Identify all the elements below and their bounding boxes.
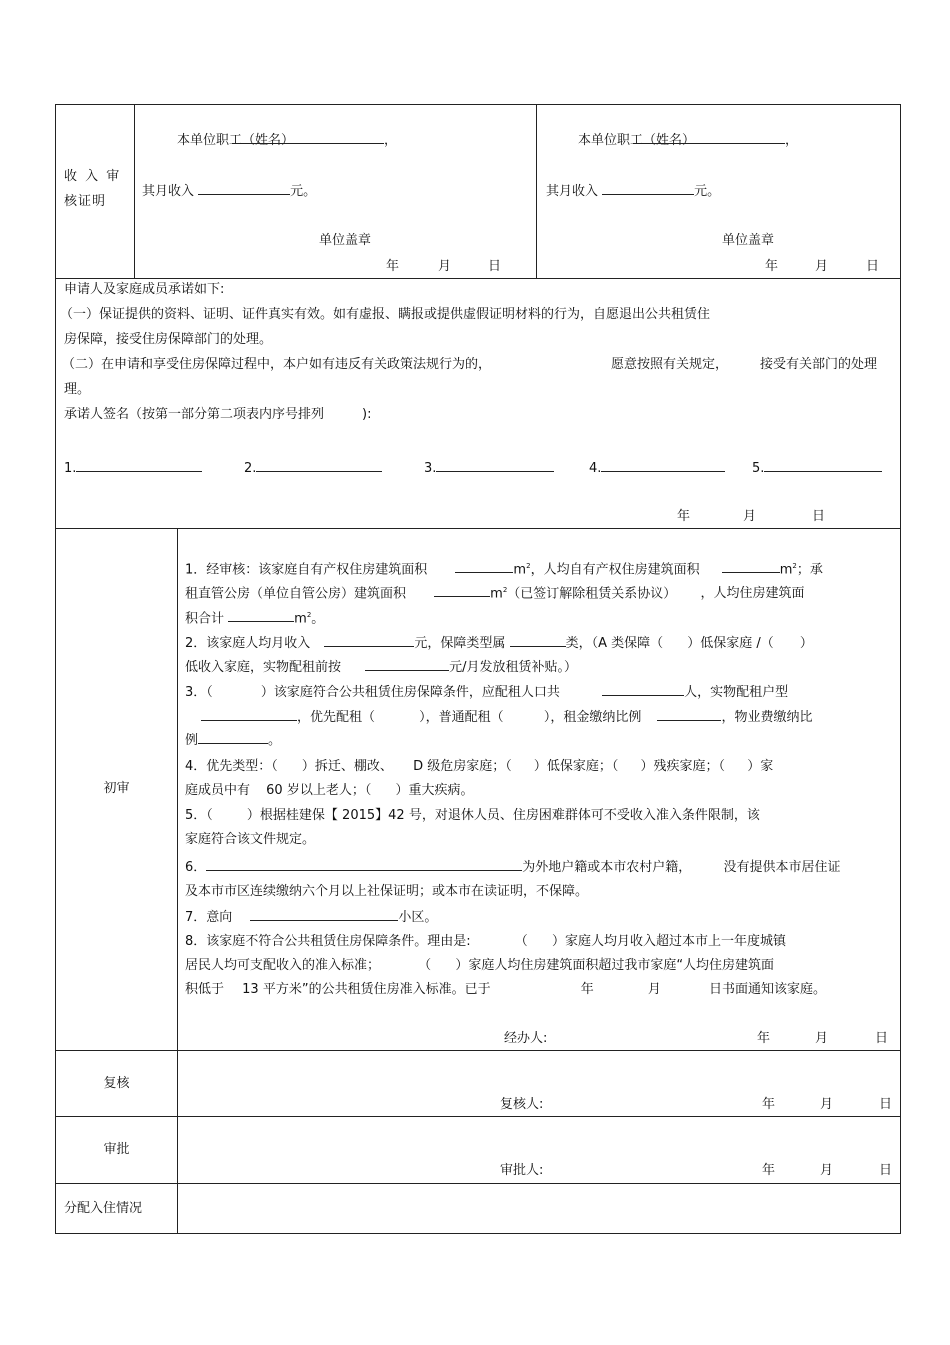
signer-3: 3. [424, 459, 554, 478]
item-8-line2: 居民人均可支配收入的准入标准； （ ）家庭人均住房建筑面积超过我市家庭“人均住房建筑面 [185, 958, 775, 973]
item-4-line2: 庭成员中有 60 岁以上老人；（ ）重大疾病。 [185, 783, 474, 798]
review-day: 日 [879, 1097, 893, 1112]
income-mid-divider [536, 104, 537, 278]
name-blank[interactable] [633, 131, 785, 144]
item-5-line1: 5．（ ）根据桂建保【 2015】42 号，对退休人员、住房困难群体可不受收入准入条件限制，该 [185, 808, 760, 823]
signature-blank[interactable] [601, 459, 725, 472]
community-blank[interactable] [250, 908, 398, 921]
promise-day: 日 [812, 509, 826, 524]
signer-4: 4. [589, 459, 725, 478]
promise-2-line1c: 接受有关部门的处理 [760, 357, 878, 372]
row-divider-review [55, 1116, 901, 1117]
review-label: 复核 [103, 1076, 130, 1091]
own-area-blank[interactable] [455, 560, 513, 573]
review-year: 年 [762, 1097, 776, 1112]
item-2-line2: 低收入家庭，实物配租前按 元/月发放租赁补贴。） [185, 660, 578, 675]
item-4-line1: 4．优先类型：（ ）拆迁、棚改、 D 级危房家庭；（ ）低保家庭；（ ）残疾家庭；（ ）家 [185, 759, 774, 774]
income-left-employee: 本单位职工（姓名） ， [177, 133, 398, 148]
promise-1-line1: （一）保证提供的资料、证明、证件真实有效。如有虚报、瞒报或提供虚假证明材料的行为，自愿退出公共租赁住 [60, 307, 711, 322]
registry-blank[interactable] [206, 858, 522, 871]
table-border-right [900, 104, 901, 1233]
handler-label: 经办人: [504, 1031, 548, 1046]
approve-label: 审批 [103, 1142, 130, 1157]
income-right-year: 年 [765, 259, 779, 274]
promise-year: 年 [677, 509, 691, 524]
item-8-line3: 积低于 13 平方米”的公共租赁住房准入标准。已于 年 月 日书面通知该家庭。 [185, 982, 827, 997]
subsidy-blank[interactable] [365, 658, 449, 671]
reviewer-label: 复核人: [500, 1097, 544, 1112]
guarantee-type-blank[interactable] [510, 634, 566, 647]
item-1-line1: 1．经审核：该家庭自有产权住房建筑面积 $m^2$，人均自有产权住房建筑面积 $m^2$；承 [185, 562, 823, 578]
initial-month: 月 [815, 1031, 829, 1046]
signer-5: 5. [752, 459, 882, 478]
income-blank[interactable] [602, 182, 694, 195]
income-blank[interactable] [198, 182, 290, 195]
name-blank[interactable] [232, 131, 384, 144]
promise-2-line1b: 愿意按照有关规定， [611, 357, 729, 372]
income-left-month: 月 [438, 259, 452, 274]
signer-1: 1. [64, 459, 202, 478]
income-left-day: 日 [488, 259, 502, 274]
income-left-year: 年 [386, 259, 400, 274]
table-border-bottom [55, 1233, 901, 1234]
promise-month: 月 [743, 509, 757, 524]
promise-sign: 承诺人签名（按第一部分第二项表内序号排列 ): [64, 407, 372, 422]
income-right-employee: 本单位职工（姓名） ， [578, 133, 799, 148]
item-3-line3: 例 。 [185, 733, 282, 748]
signature-blank[interactable] [436, 459, 554, 472]
public-housing-area-blank[interactable] [434, 584, 490, 597]
approve-month: 月 [820, 1163, 834, 1178]
income-per-capita-blank[interactable] [324, 634, 414, 647]
employee-label: 本单位职工（姓名） [177, 133, 295, 148]
income-right-monthly: 其月收入 元。 [546, 184, 721, 199]
income-right-day: 日 [866, 259, 880, 274]
income-label-line2: 核证明 [64, 194, 107, 209]
initial-label: 初审 [103, 781, 130, 796]
item-1-line3: 积合计 $m^2$。 [185, 611, 325, 627]
signature-blank[interactable] [764, 459, 882, 472]
item-7-line1: 7．意向 小区。 [185, 910, 438, 925]
promise-2-line2: 理。 [64, 382, 91, 397]
table-border-top [55, 104, 901, 105]
lower-label-divider [177, 528, 178, 1233]
row-divider-initial [55, 1050, 901, 1051]
income-left-seal: 单位盖章 [319, 233, 372, 248]
promise-2-line1: （二）在申请和享受住房保障过程中，本户如有违反有关政策法规行为的， [62, 357, 492, 372]
income-right-month: 月 [815, 259, 829, 274]
allocate-label: 分配入住情况 [64, 1201, 143, 1216]
table-border-left [55, 104, 56, 1233]
property-fee-blank[interactable] [198, 731, 268, 744]
item-3-line2: ，优先配租（ ），普通配租（ ），租金缴纳比例 ，物业费缴纳比 [185, 708, 812, 727]
item-5-line2: 家庭符合该文件规定。 [185, 832, 316, 847]
row-divider-approve [55, 1183, 901, 1184]
income-right-seal: 单位盖章 [722, 233, 775, 248]
item-3-line1: 3．（ ）该家庭符合公共租赁住房保障条件，应配租人口共 人，实物配租户型 [185, 685, 789, 700]
per-capita-area-blank[interactable] [722, 560, 780, 573]
item-6-line1: 6． 为外地户籍或本市农村户籍， 没有提供本市居住证 [185, 860, 841, 875]
persons-blank[interactable] [602, 683, 684, 696]
item-2-line1: 2．该家庭人均月收入 元，保障类型属 类，（A 类保障（ ）低保家庭 /（ ） [185, 636, 813, 651]
row-divider-promise [55, 528, 901, 529]
house-type-blank[interactable] [201, 708, 297, 721]
item-8-line1: 8．该家庭不符合公共租赁住房保障条件。理由是: （ ）家庭人均月收入超过本市上一年度城镇 [185, 934, 786, 949]
initial-year: 年 [757, 1031, 771, 1046]
promise-1-line2: 房保障，接受住房保障部门的处理。 [64, 332, 273, 347]
item-1-line2: 租直管公房（单位自管公房）建筑面积 $m^2$（已签订解除租赁关系协议） ，人均住房建筑面 [185, 586, 805, 602]
review-month: 月 [820, 1097, 834, 1112]
promise-intro: 申请人及家庭成员承诺如下: [64, 282, 225, 297]
signature-blank[interactable] [256, 459, 382, 472]
income-left-monthly: 其月收入 元。 [142, 184, 317, 199]
income-label-line1: 收 入 审 [64, 169, 122, 184]
income-label-divider [134, 104, 135, 278]
initial-day: 日 [875, 1031, 889, 1046]
row-divider-income [55, 278, 901, 279]
total-area-blank[interactable] [228, 609, 294, 622]
approve-day: 日 [879, 1163, 893, 1178]
signer-2: 2. [244, 459, 382, 478]
approve-year: 年 [762, 1163, 776, 1178]
signature-blank[interactable] [76, 459, 202, 472]
rent-ratio-blank[interactable] [657, 708, 721, 721]
approver-label: 审批人: [500, 1163, 544, 1178]
item-6-line2: 及本市市区连续缴纳六个月以上社保证明；或本市在读证明，不保障。 [185, 884, 589, 899]
